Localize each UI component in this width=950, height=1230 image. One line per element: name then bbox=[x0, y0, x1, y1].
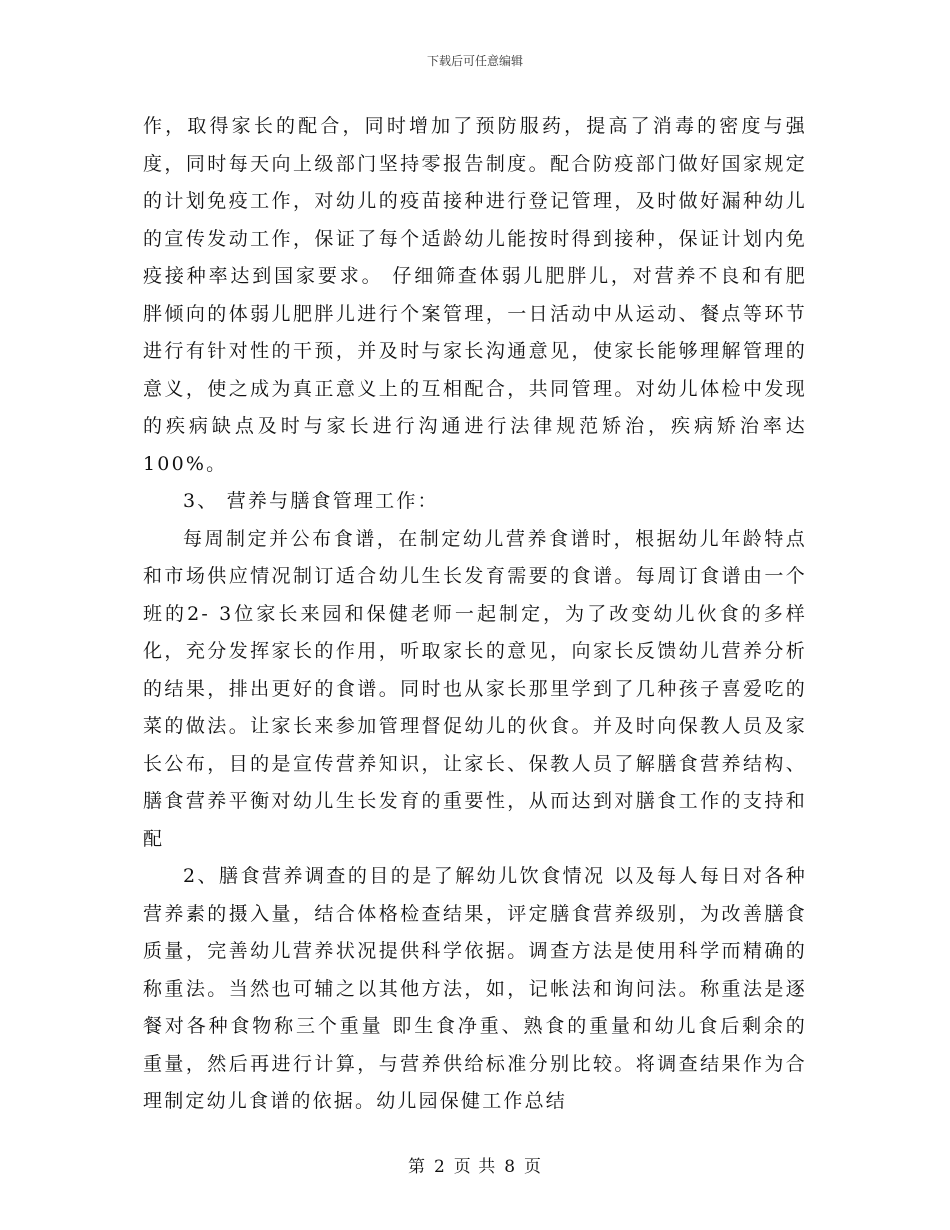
section-heading-nutrition: 3、 营养与膳食管理工作： bbox=[183, 490, 439, 512]
page-number-middle: 页 共 bbox=[453, 1157, 497, 1177]
page-number-prefix: 第 bbox=[407, 1157, 426, 1177]
paragraph-nutrition-survey: 2、膳食营养调查的目的是了解幼儿饮食情况 以及每人每日对各种营养素的摄入量，结合体格检查结果，评定膳食营养级别，为改善膳食质量，完善幼儿营养状况提供科学依据。调查方法是使用科学而精确的称重法。当然也可辅之以其他方法，如，记帐法和询问法。称重法是逐餐对各种食物称三个重量 即生食净重、熟食的重量和幼儿食后剩余的重量，然后再进行计算，与营养供给标准分别比较。将调查结果作为合理制定幼儿食谱的依据。幼儿园保健工作总结 bbox=[143, 865, 807, 1112]
paragraph-epidemic-prevention: 作，取得家长的配合，同时增加了预防服药，提高了消毒的密度与强度，同时每天向上级部门坚持零报告制度。配合防疫部门做好国家规定的计划免疫工作，对幼儿的疫苗接种进行登记管理，及时做好漏种幼儿的宣传发动工作，保证了每个适龄幼儿能按时得到接种，保证计划内免疫接种率达到国家要求。 仔细筛查体弱儿肥胖儿，对营养不良和有肥胖倾向的体弱儿肥胖儿进行个案管理，一日活动中从运动、餐点等环节进行有针对性的干预，并及时与家长沟通意见，使家长能够理解管理的意义，使之成为真正意义上的互相配合，共同管理。对幼儿体检中发现的疾病缺点及时与家长进行沟通进行法律规范矫治，疾病矫治率达100%。 bbox=[143, 115, 807, 475]
document-body bbox=[143, 108, 807, 1121]
page-number-suffix: 页 bbox=[524, 1157, 543, 1177]
page-header-note: 下载后可任意编辑 bbox=[426, 54, 523, 68]
paragraph-weekly-menu: 每周制定并公布食谱，在制定幼儿营养食谱时，根据幼儿年龄特点和市场供应情况制订适合幼儿生长发育需要的食谱。每周订食谱由一个班的2- 3位家长来园和保健老师一起制定，为了改变幼儿伙食的多样化，充分发挥家长的作用，听取家长的意见，向家长反馈幼儿营养分析的结果，排出更好的食谱。同时也从家长那里学到了几种孩子喜爱吃的菜的做法。让家长来参加管理督促幼儿的伙食。并及时向保教人员及家长公布，目的是宣传营养知识，让家长、保教人员了解膳食营养结构、膳食营养平衡对幼儿生长发育的重要性，从而达到对膳食工作的支持和配 bbox=[143, 527, 807, 850]
page-number bbox=[0, 1152, 950, 1177]
page-number-current: 2 bbox=[433, 1157, 446, 1177]
page-number-total: 8 bbox=[504, 1157, 517, 1177]
